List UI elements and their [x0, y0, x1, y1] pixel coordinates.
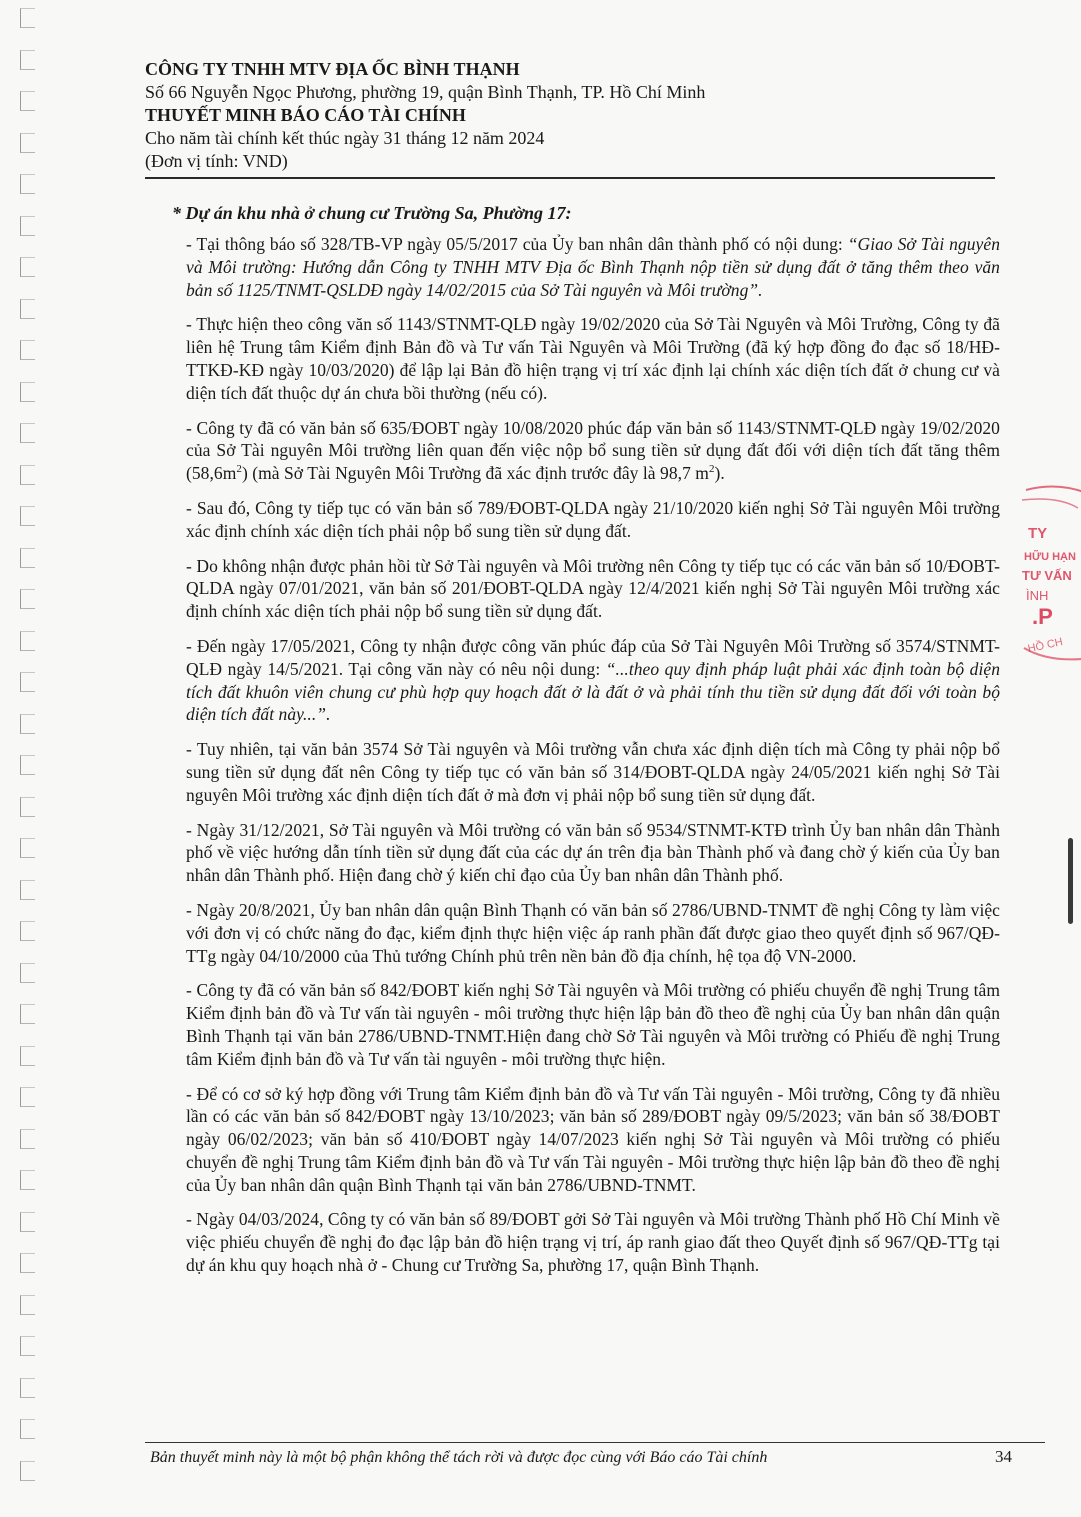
paragraph-3-text-b: ) (mà Sở Tài Nguyên Môi Trường đã xác định trước đây là 98,7 m [241, 463, 709, 484]
binding-hole [20, 1212, 35, 1232]
paragraph-11: - Để có cơ sở ký hợp đồng với Trung tâm Kiểm định bản đồ và Tư vấn Tài nguyên - Môi trường, Công ty đã nhiều lần có các văn bản số 842/ĐOBT ngày 13/10/2023; văn bản số 289/ĐOBT ngày 09/5/2023; văn bản số 38/ĐOBT ngày 06/02/2023; văn bản số 410/ĐOBT ngày 14/07/2023 kiến nghị Sở Tài nguyên và Môi trường có phiếu chuyển đề nghị Trung tâm Kiểm định bản đồ và Tư vấn Tài nguyên - Môi trường thực hiện lập bản đồ theo đề nghị của Ủy ban nhân dân quận Bình Thạnh tại văn bản 2786/UBND-TNMT. [186, 1083, 1000, 1195]
binding-hole [20, 1419, 35, 1439]
binding-hole [20, 548, 35, 568]
document-header [145, 58, 1005, 173]
binding-hole [20, 382, 35, 402]
paragraph-3-text: - Công ty đã có văn bản số 635/ĐOBT ngày 10/08/2020 phúc đáp văn bản số 1143/STNMT-QLĐ ngày 19/02/2020 của Sở Tài nguyên Môi trường liên quan đến việc nộp bổ sung tiền sử dụng đất đối với diện tích đất tăng thêm (58,6m [186, 417, 1000, 484]
company-name: CÔNG TY TNHH MTV ĐỊA ỐC BÌNH THẠNH [145, 59, 520, 79]
paragraph-1-quote: “Giao Sở Tài nguyên và Môi trường: Hướng dẫn Công ty TNHH MTV Địa ốc Bình Thạnh nộp tiền sử dụng đất ở tăng thêm theo văn bản số 1125/TNMT-QSLDĐ ngày 14/02/2015 của Sở Tài nguyên và Môi trường”. [186, 234, 1000, 300]
binding-hole [20, 672, 35, 692]
binding-hole [20, 1046, 35, 1066]
binding-hole [20, 1295, 35, 1315]
binding-hole [20, 1129, 35, 1149]
binding-hole [20, 340, 35, 360]
binding-hole [20, 1336, 35, 1356]
currency-unit: (Đơn vị tính: VND) [145, 151, 288, 171]
stamp-ring-inner [1022, 499, 1078, 508]
binding-hole [20, 257, 35, 277]
binding-hole [20, 50, 35, 70]
section-title: * Dự án khu nhà ở chung cư Trường Sa, Phường 17: [172, 203, 572, 223]
stamp-ring-outer [1026, 487, 1081, 519]
binding-hole [20, 506, 35, 526]
stamp-text-4: ÌNH [1026, 588, 1049, 603]
company-address: Số 66 Nguyễn Ngọc Phương, phường 19, quận Bình Thạnh, TP. Hồ Chí Minh [145, 82, 706, 102]
footer-divider [145, 1442, 1045, 1443]
red-seal-stamp [1018, 478, 1081, 678]
binding-hole [20, 880, 35, 900]
scrollbar-thumb[interactable] [1068, 838, 1073, 924]
paragraph-6-text: - Đến ngày 17/05/2021, Công ty nhận được công văn phúc đáp của Sở Tài Nguyên Môi Trường số 3574/STNMT-QLĐ ngày 14/5/2021. Tại công văn này có nêu nội dung: [186, 635, 1000, 679]
binding-hole [20, 133, 35, 153]
stamp-text-3: TƯ VẤN [1022, 568, 1072, 583]
binding-hole [20, 714, 35, 734]
superscript-2: 2 [236, 463, 242, 476]
binding-hole [20, 216, 35, 236]
footer-note: Bản thuyết minh này là một bộ phận không thể tách rời và được đọc cùng với Báo cáo Tài chính [150, 1449, 768, 1466]
paragraph-1-text: - Tại thông báo số 328/TB-VP ngày 05/5/2017 của Ủy ban nhân dân thành phố có nội dung: [186, 234, 848, 254]
paragraph-12: - Ngày 04/03/2024, Công ty có văn bản số 89/ĐOBT gởi Sở Tài nguyên và Môi trường Thành phố Hồ Chí Minh về việc phiếu chuyển đề nghị đo đạc lập bản đồ hiện trạng vị trí, áp ranh giao đất theo Quyết định số 967/QĐ-TTg tại dự án khu quy hoạch nhà ở - Chung cư Trường Sa, phường 17, quận Bình Thạnh. [186, 1209, 1000, 1276]
report-title: THUYẾT MINH BÁO CÁO TÀI CHÍNH [145, 105, 466, 125]
binding-hole [20, 423, 35, 443]
binding-hole [20, 1253, 35, 1273]
paragraph-3 [186, 417, 1000, 485]
binding-hole [20, 921, 35, 941]
binding-hole [20, 299, 35, 319]
paragraph-5: - Do không nhận được phản hồi từ Sở Tài nguyên và Môi trường nên Công ty tiếp tục có các văn bản số 10/ĐOBT-QLDA ngày 07/01/2021, văn bản số 201/ĐOBT-QLDA ngày 12/4/2021 kiến nghị Sở Tài nguyên Môi trường xác định chính xác diện tích phải nộp bổ sung tiền sử dụng đất. [186, 555, 1000, 622]
paragraph-6-quote: “...theo quy định pháp luật phải xác định toàn bộ diện tích đất khuôn viên chung cư phù hợp quy hoạch đất ở là đất ở và phải tính thu tiền sử dụng đất đối với toàn bộ diện tích đất này...”. [186, 658, 1000, 725]
superscript-2-b: 2 [708, 463, 715, 476]
binding-holes [20, 8, 40, 1508]
paragraph-9: - Ngày 20/8/2021, Ủy ban nhân dân quận Bình Thạnh có văn bản số 2786/UBND-TNMT đề nghị Công ty làm việc với đơn vị có chức năng đo đạc, kiểm định thực hiện việc áp ranh phần đất được giao theo quyết định số 967/QĐ-TTg ngày 04/10/2000 của Thủ tướng Chính phủ trên nền bản đồ địa chính, hệ tọa độ VN-2000. [186, 899, 1000, 966]
binding-hole [20, 1170, 35, 1190]
paragraph-6 [186, 635, 1000, 726]
stamp-text-2: HỮU HẠN [1024, 551, 1076, 563]
document-body [172, 201, 1000, 1289]
binding-hole [20, 631, 35, 651]
binding-hole [20, 1004, 35, 1024]
paragraph-2: - Thực hiện theo công văn số 1143/STNMT-QLĐ ngày 19/02/2020 của Sở Tài Nguyên và Môi Trường, Công ty đã liên hệ Trung tâm Kiểm định Bản đồ và Tư vấn Tài Nguyên và Môi Trường (đã ký hợp đồng đo đạc số 18/HĐ-TTKĐ-KĐ ngày 10/03/2020) để lập lại Bản đồ hiện trạng vị trí xác định lại chính xác diện tích đất ở chung cư và diện tích đất thuộc dự án chưa bồi thường (nếu có). [186, 314, 1000, 403]
report-period: Cho năm tài chính kết thúc ngày 31 tháng 12 năm 2024 [145, 128, 545, 148]
header-divider [145, 177, 995, 179]
binding-hole [20, 8, 35, 28]
binding-hole [20, 174, 35, 194]
page-number: 34 [995, 1447, 1012, 1466]
paragraph-4: - Sau đó, Công ty tiếp tục có văn bản số 789/ĐOBT-QLDA ngày 21/10/2020 kiến nghị Sở Tài nguyên Môi trường xác định chính xác diện tích phải nộp bổ sung tiền sử dụng đất. [186, 497, 1000, 541]
binding-hole [20, 797, 35, 817]
binding-hole [20, 1461, 35, 1481]
binding-hole [20, 589, 35, 609]
binding-hole [20, 91, 35, 111]
binding-hole [20, 838, 35, 858]
paragraph-10: - Công ty đã có văn bản số 842/ĐOBT kiến nghị Sở Tài nguyên và Môi trường có phiếu chuyển đề nghị Trung tâm Kiểm định bản đồ và Tư vấn tài nguyên - môi trường thực hiện lập bản đồ theo đề nghị của Ủy ban nhân dân quận Bình Thạnh tại văn bản 2786/UBND-TNMT.Hiện đang chờ Sở Tài nguyên và Môi trường có Phiếu đề nghị Trung tâm Kiểm định bản đồ và Tư vấn tài nguyên - môi trường thực hiện. [186, 980, 1000, 1069]
stamp-text-6: HỒ CH [1026, 636, 1064, 656]
binding-hole [20, 465, 35, 485]
stamp-text-5: .P [1032, 604, 1053, 629]
paragraph-7: - Tuy nhiên, tại văn bản 3574 Sở Tài nguyên và Môi trường vẫn chưa xác định diện tích mà Công ty phải nộp bổ sung tiền sử dụng đất nên Công ty tiếp tục có văn bản số 314/ĐOBT-QLDA ngày 24/05/2021 kiến nghị Sở Tài nguyên Môi trường xác định diện tích đất ở mà đơn vị phải nộp bổ sung tiền sử dụng đất. [186, 739, 1000, 805]
paragraph-1 [186, 233, 1000, 301]
stamp-text-1: TY [1028, 525, 1048, 542]
binding-hole [20, 755, 35, 775]
paragraph-8: - Ngày 31/12/2021, Sở Tài nguyên và Môi trường có văn bản số 9534/STNMT-KTĐ trình Ủy ban nhân dân Thành phố về việc hướng dẫn tính tiền sử dụng đất của các dự án trên địa bàn Thành phố và đang chờ ý kiến của Ủy ban nhân dân Thành phố. Hiện đang chờ ý kiến chỉ đạo của Ủy ban nhân dân Thành phố. [186, 819, 1000, 886]
binding-hole [20, 963, 35, 983]
binding-hole [20, 1087, 35, 1107]
binding-hole [20, 1378, 35, 1398]
paragraph-3-text-c: ). [714, 463, 725, 484]
